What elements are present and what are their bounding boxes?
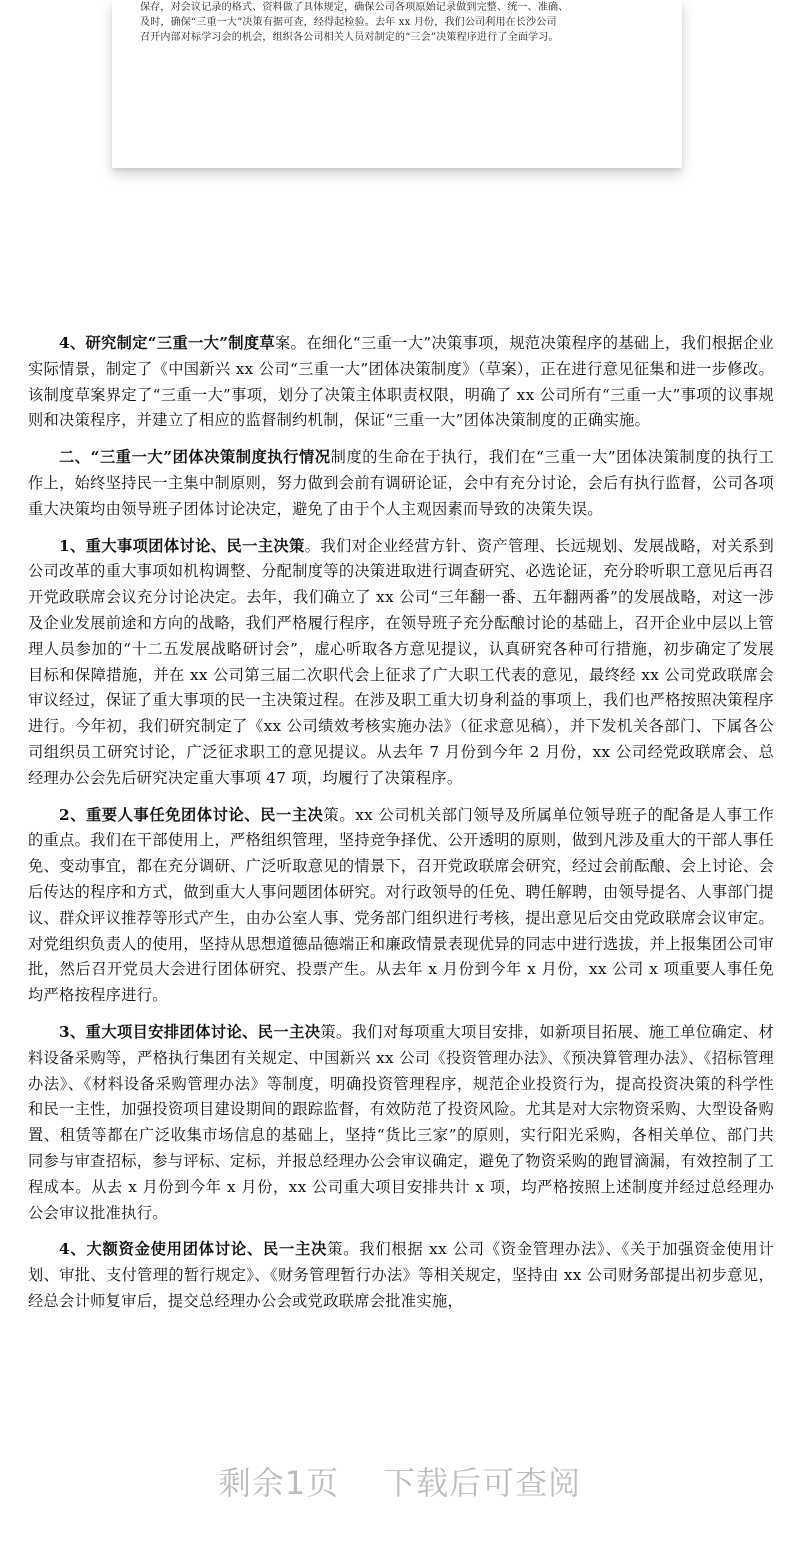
paragraph-major-matters — [28, 534, 774, 792]
paragraph-personnel — [28, 803, 774, 1009]
paragraph-text: 策。xx 公司机关部门领导及所属单位领导班子的配备是人事工作的重点。我们在干部使用上，严格组织管理，坚持竞争择优、公开透明的原则，做到凡涉及重大的干部人事任免、变动事宜，都在充分调研、广泛听取意见的情景下，召开党政联席会研究，经过会前酝酿、会上讨论、会后传达的程序和方式，做到重大人事问题团体研究。对行政领导的任免、聘任解聘，由领导提名、人事部门提议、群众评议推荐等形式产生，由办公室人事、党务部门组织进行考核，提出意见后交由党政联席会议审定。对党组织负责人的使用，坚持从思想道德品德端正和廉政情景表现优异的同志中进行选拔，并上报集团公司审批，然后召开党员大会进行团体研究、投票产生。从去年 x 月份到今年 x 月份，xx 公司 x 项重要人事任免均严格按程序进行。 — [28, 805, 774, 1005]
paragraph-heading: 4、大额资金使用团体讨论、民一主决 — [59, 1240, 328, 1259]
download-hint-text: 下载后可查阅 — [383, 1464, 582, 1502]
paragraph-funds — [28, 1237, 774, 1314]
paragraph-text: 案。在细化“三重一大”决策事项，规范决策程序的基础上，我们根据企业实际情景，制定了《中国新兴 xx 公司“三重一大”团体决策制度》（草案），正在进行意见征集和进一步修改。该制度草案界定了“三重一大”事项，划分了决策主体职责权限，明确了 xx 公司所有“三重一大”事项的议事规则和决策程序，并建立了相应的监督制约机制，保证“三重一大”团体决策制度的正确实施。 — [28, 334, 774, 430]
preview-line: 及时，确保“三重一大”决策有据可查，经得起检验。去年 xx 月份，我们公司利用在长沙公司 — [140, 17, 557, 28]
page-preview-card — [112, 0, 682, 168]
paragraph-projects — [28, 1020, 774, 1226]
preview-line: 保存，对会议记录的格式、资料做了具体规定，确保公司各项原始记录做到完整、统一、准确、 — [140, 2, 569, 13]
paragraph-text: 策。我们根据 xx 公司《资金管理办法》、《关于加强资金使用计划、审批、支付管理的暂行规定》、《财务管理暂行办法》等相关规定，坚持由 xx 公司财务部提出初步意见，经总会计师复审后，提交总经理办公会或党政联席会批准实施， — [28, 1240, 774, 1310]
paragraph-heading: 1、重大事项团体讨论、民一主决策 — [59, 536, 305, 555]
paragraph-draft-system — [28, 331, 774, 434]
paragraph-heading: 2、重要人事任免团体讨论、民一主决 — [59, 805, 324, 824]
preview-line: 召开内部对标学习会的机会，组织各公司相关人员对制定的“三会”决策程序进行了全面学习。 — [140, 32, 559, 43]
document-body — [28, 331, 774, 1326]
download-prompt[interactable] — [0, 1458, 800, 1504]
remaining-pages-text: 剩余1页 — [218, 1464, 340, 1502]
section-heading: 二、“三重一大”团体决策制度执行情况 — [59, 448, 331, 467]
preview-text — [140, 0, 656, 45]
paragraph-heading: 3、重大项目安排团体讨论、民一主决 — [59, 1022, 321, 1041]
paragraph-text: 策。我们对每项重大项目安排，如新项目拓展、施工单位确定、材料设备采购等，严格执行集团有关规定、中国新兴 xx 公司《投资管理办法》、《预决算管理办法》、《招标管理办法》、《材料设备采购管理办法》等制度，明确投资管理程序，规范企业投资行为，提高投资决策的科学性和民一主性，加强投资项目建设期间的跟踪监督，有效防范了投资风险。尤其是对大宗物资采购、大型设备购置、租赁等都在广泛收集市场信息的基础上，坚持“货比三家”的原则，实行阳光采购，各相关单位、部门共同参与审查招标，参与评标、定标，并报总经理办公会审议确定，避免了物资采购的跑冒滴漏，有效控制了工程成本。从去 x 月份到今年 x 月份，xx 公司重大项目安排共计 x 项，均严格按照上述制度并经过总经理办公会审议批准执行。 — [28, 1022, 774, 1222]
paragraph-heading: 4、研究制定“三重一大”制度草 — [59, 334, 276, 352]
paragraph-execution — [28, 445, 774, 522]
paragraph-text: 制度的生命在于执行，我们在“三重一大”团体决策制度的执行工作上，始终坚持民一主集中制原则，努力做到会前有调研论证，会中有充分讨论，会后有执行监督，公司各项重大决策均由领导班子团体讨论决定，避免了由于个人主观因素而导致的决策失误。 — [28, 448, 774, 518]
paragraph-text: 。我们对企业经营方针、资产管理、长远规划、发展战略，对关系到公司改革的重大事项如机构调整、分配制度等的决策进取进行调查研究、必选论证，充分聆听职工意见后再召开党政联席会议充分讨论决定。去年，我们确立了 xx 公司“三年翻一番、五年翻两番”的发展战略，对这一涉及企业发展前途和方向的战略，我们严格履行程序，在领导班子充分酝酿讨论的基础上，召开企业中层以上管理人员参加的“十二五发展战略研讨会”，虚心听取各方意见提议，认真研究各种可行措施，初步确定了发展目标和保障措施，并在 xx 公司第三届二次职代会上征求了广大职工代表的意见，最终经 xx 公司党政联席会审议经过，保证了重大事项的民一主决策过程。在涉及职工重大切身利益的事项上，我们也严格按照决策程序进行。今年初，我们研究制定了《xx 公司绩效考核实施办法》（征求意见稿），并下发机关各部门、下属各公司组织员工研究讨论，广泛征求职工的意见提议。从去年 7 月份到今年 2 月份，xx 公司经党政联席会、总经理办公会先后研究决定重大事项 47 项，均履行了决策程序。 — [28, 536, 774, 787]
